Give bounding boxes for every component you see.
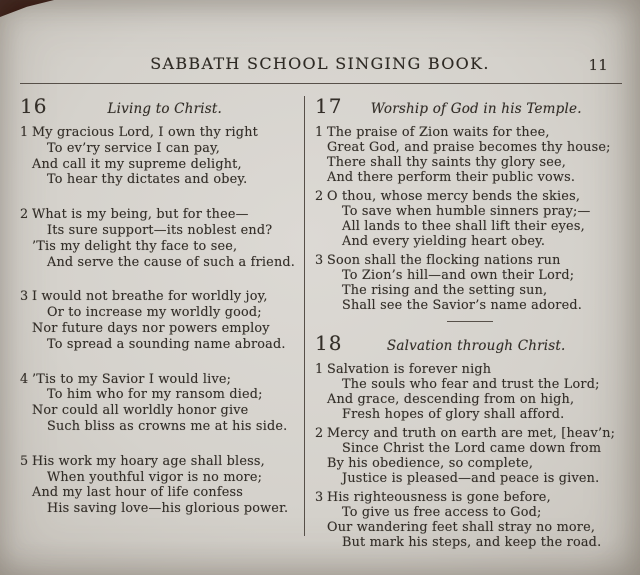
verse-line: To spread a sounding name abroad. [47, 336, 286, 352]
page-header [0, 54, 640, 76]
verse-line: There shall thy saints thy glory see, [327, 155, 567, 170]
hymn-number: 17 [315, 94, 343, 118]
verse [20, 125, 296, 188]
two-column-layout [0, 94, 640, 554]
verse-line: When youthful vigor is no more; [47, 469, 263, 485]
verse-line: The praise of Zion waits for thee, [327, 125, 550, 140]
hymn-18 [315, 331, 624, 550]
verse-number: 4 [20, 371, 29, 387]
verse-line: To save when humble sinners pray;— [342, 204, 591, 219]
verse-line: ’Tis to my Savior I would live; [32, 371, 232, 387]
verse-line: To ev’ry service I can pay, [47, 140, 221, 156]
verse-line: His righteousness is gone before, [327, 490, 551, 505]
verse-line: Soon shall the flocking nations run [327, 253, 561, 268]
hymn-title: Salvation through Christ. [386, 338, 566, 354]
hymn-header [315, 331, 624, 355]
verse-line: O thou, whose mercy bends the skies, [327, 189, 581, 204]
verse-line: Nor future days nor powers employ [32, 320, 270, 336]
verse-line: Great God, and praise becomes thy house; [327, 140, 611, 155]
hymn-number: 18 [315, 331, 343, 355]
verse-number: 1 [315, 362, 324, 377]
verse [315, 189, 624, 249]
verse-number: 5 [20, 453, 29, 469]
verse-line: Justice is pleased—and peace is given. [342, 471, 600, 486]
verse-line: To him who for my ransom died; [47, 387, 263, 403]
verse-line: And every yielding heart obey. [342, 234, 546, 249]
verse [20, 372, 296, 435]
verse-line: The rising and the setting sun, [342, 283, 548, 298]
scan-corner-artifact [0, 0, 54, 17]
verse-line: Our wandering feet shall stray no more, [327, 520, 596, 535]
verse-number: 2 [315, 189, 324, 204]
verse-line: His work my hoary age shall bless, [32, 453, 265, 469]
column-divider-rule [304, 96, 305, 536]
verse-number: 3 [315, 253, 324, 268]
hymn-title: Living to Christ. [107, 101, 222, 117]
verse-line: And grace, descending from on high, [327, 392, 575, 407]
verse-number: 1 [315, 125, 324, 140]
verse-number: 2 [20, 207, 29, 223]
verse-line: The souls who fear and trust the Lord; [342, 377, 600, 392]
verse-line: And call it my supreme delight, [32, 156, 242, 172]
verse-line: I would not breathe for worldly joy, [32, 289, 268, 305]
verse-line: Nor could all worldly honor give [32, 403, 249, 419]
verse-line: By his obedience, so complete, [327, 456, 534, 471]
verse-line: To give us free access to God; [342, 505, 542, 520]
verse-line: Shall see the Savior’s name adored. [342, 298, 583, 313]
verse [315, 362, 624, 422]
verse-line: My gracious Lord, I own thy right [32, 125, 258, 140]
verse-line: And there perform their public vows. [327, 170, 576, 185]
verse-line: Mercy and truth on earth are met, [heav’n; [327, 426, 616, 441]
verse [315, 125, 624, 185]
verse-number: 1 [20, 125, 29, 140]
verse-line: Fresh hopes of glory shall afford. [342, 407, 565, 422]
verse-line: Such bliss as crowns me at his side. [47, 418, 288, 434]
section-divider-rule [447, 321, 493, 322]
verse-line: And serve the cause of such a friend. [47, 254, 296, 270]
page-number: 11 [588, 56, 608, 74]
verse-line: ’Tis my delight thy face to see, [32, 238, 238, 254]
verse-line: Salvation is forever nigh [327, 362, 492, 377]
verse-number: 3 [20, 289, 29, 305]
verse-line: What is my being, but for thee— [32, 207, 249, 223]
hymn-17 [315, 94, 624, 313]
verse-number: 2 [315, 426, 324, 441]
verse-line: Or to increase my worldly good; [47, 305, 262, 321]
verse [315, 426, 624, 486]
left-column [20, 94, 296, 536]
verse [315, 490, 624, 550]
verse-number: 3 [315, 490, 324, 505]
hymn-header [315, 94, 624, 118]
verse-line: To hear thy dictates and obey. [47, 172, 248, 188]
verse-line: And my last hour of life confess [32, 485, 244, 501]
page-title: SABBATH SCHOOL SINGING BOOK. [150, 54, 490, 73]
verse-line: His saving love—his glorious power. [47, 501, 289, 517]
hymn-header [20, 94, 296, 118]
hymn-16 [20, 94, 296, 517]
verse-line: All lands to thee shall lift their eyes, [342, 219, 585, 234]
header-rule [20, 83, 622, 84]
verse-line: But mark his steps, and keep the road. [342, 535, 602, 550]
verse [20, 207, 296, 270]
verse [20, 454, 296, 517]
verse-line: To Zion’s hill—and own their Lord; [342, 268, 575, 283]
verse [315, 253, 624, 313]
verse-line: Since Christ the Lord came down from [342, 441, 602, 456]
hymn-title: Worship of God in his Temple. [370, 101, 582, 117]
hymn-number: 16 [20, 94, 48, 118]
verse [20, 289, 296, 352]
verse-line: Its sure support—its noblest end? [47, 222, 273, 238]
right-column [315, 94, 624, 554]
